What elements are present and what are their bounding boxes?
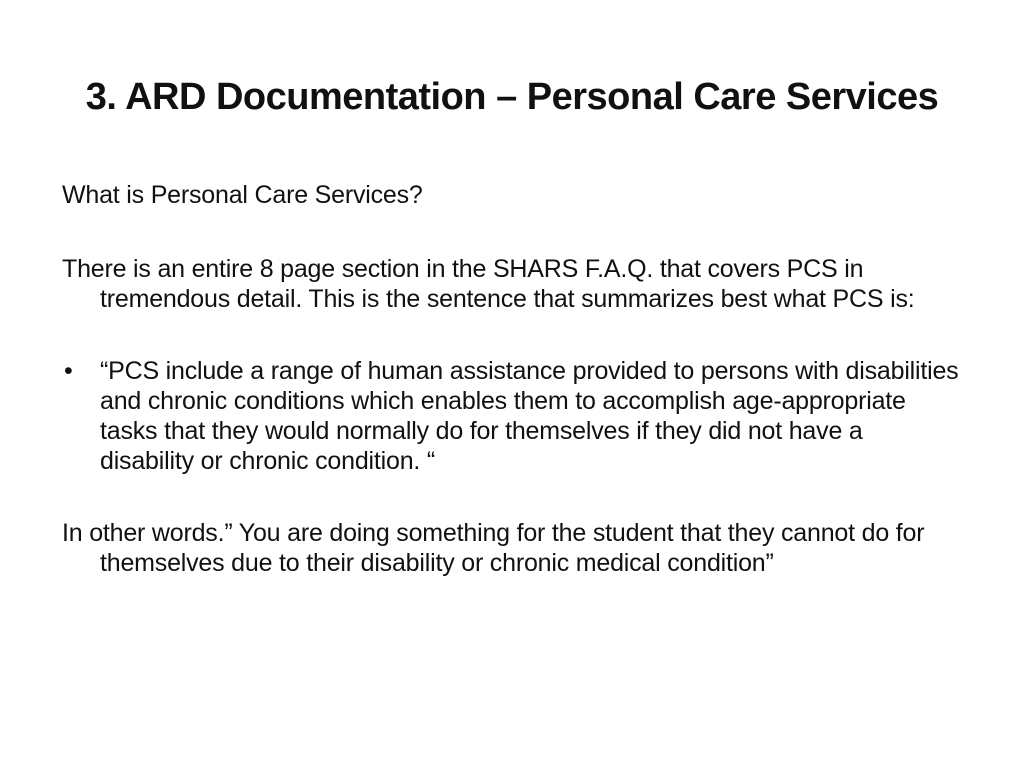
closing-paragraph: In other words.” You are doing something for the student that they cannot do for themselves due to their disability or chronic medical condition” bbox=[62, 519, 925, 577]
bullet-text: “PCS include a range of human assistance provided to persons with disabilities and chronic conditions which enables them to accomplish age-appropriate tasks that they would normally do for themselves if they did not have a disability or chronic condition. “ bbox=[100, 357, 959, 475]
question-text: What is Personal Care Services? bbox=[62, 181, 423, 209]
definition-bullet bbox=[62, 356, 962, 476]
slide-title: 3. ARD Documentation – Personal Care Services bbox=[85, 76, 939, 118]
slide-body bbox=[62, 180, 962, 600]
spacer bbox=[62, 336, 962, 356]
intro-paragraph: There is an entire 8 page section in the SHARS F.A.Q. that covers PCS in tremendous detail. This is the sentence that summarizes best what PCS is: bbox=[62, 255, 915, 313]
spacer bbox=[62, 498, 962, 518]
bullet-icon: • bbox=[64, 357, 73, 385]
